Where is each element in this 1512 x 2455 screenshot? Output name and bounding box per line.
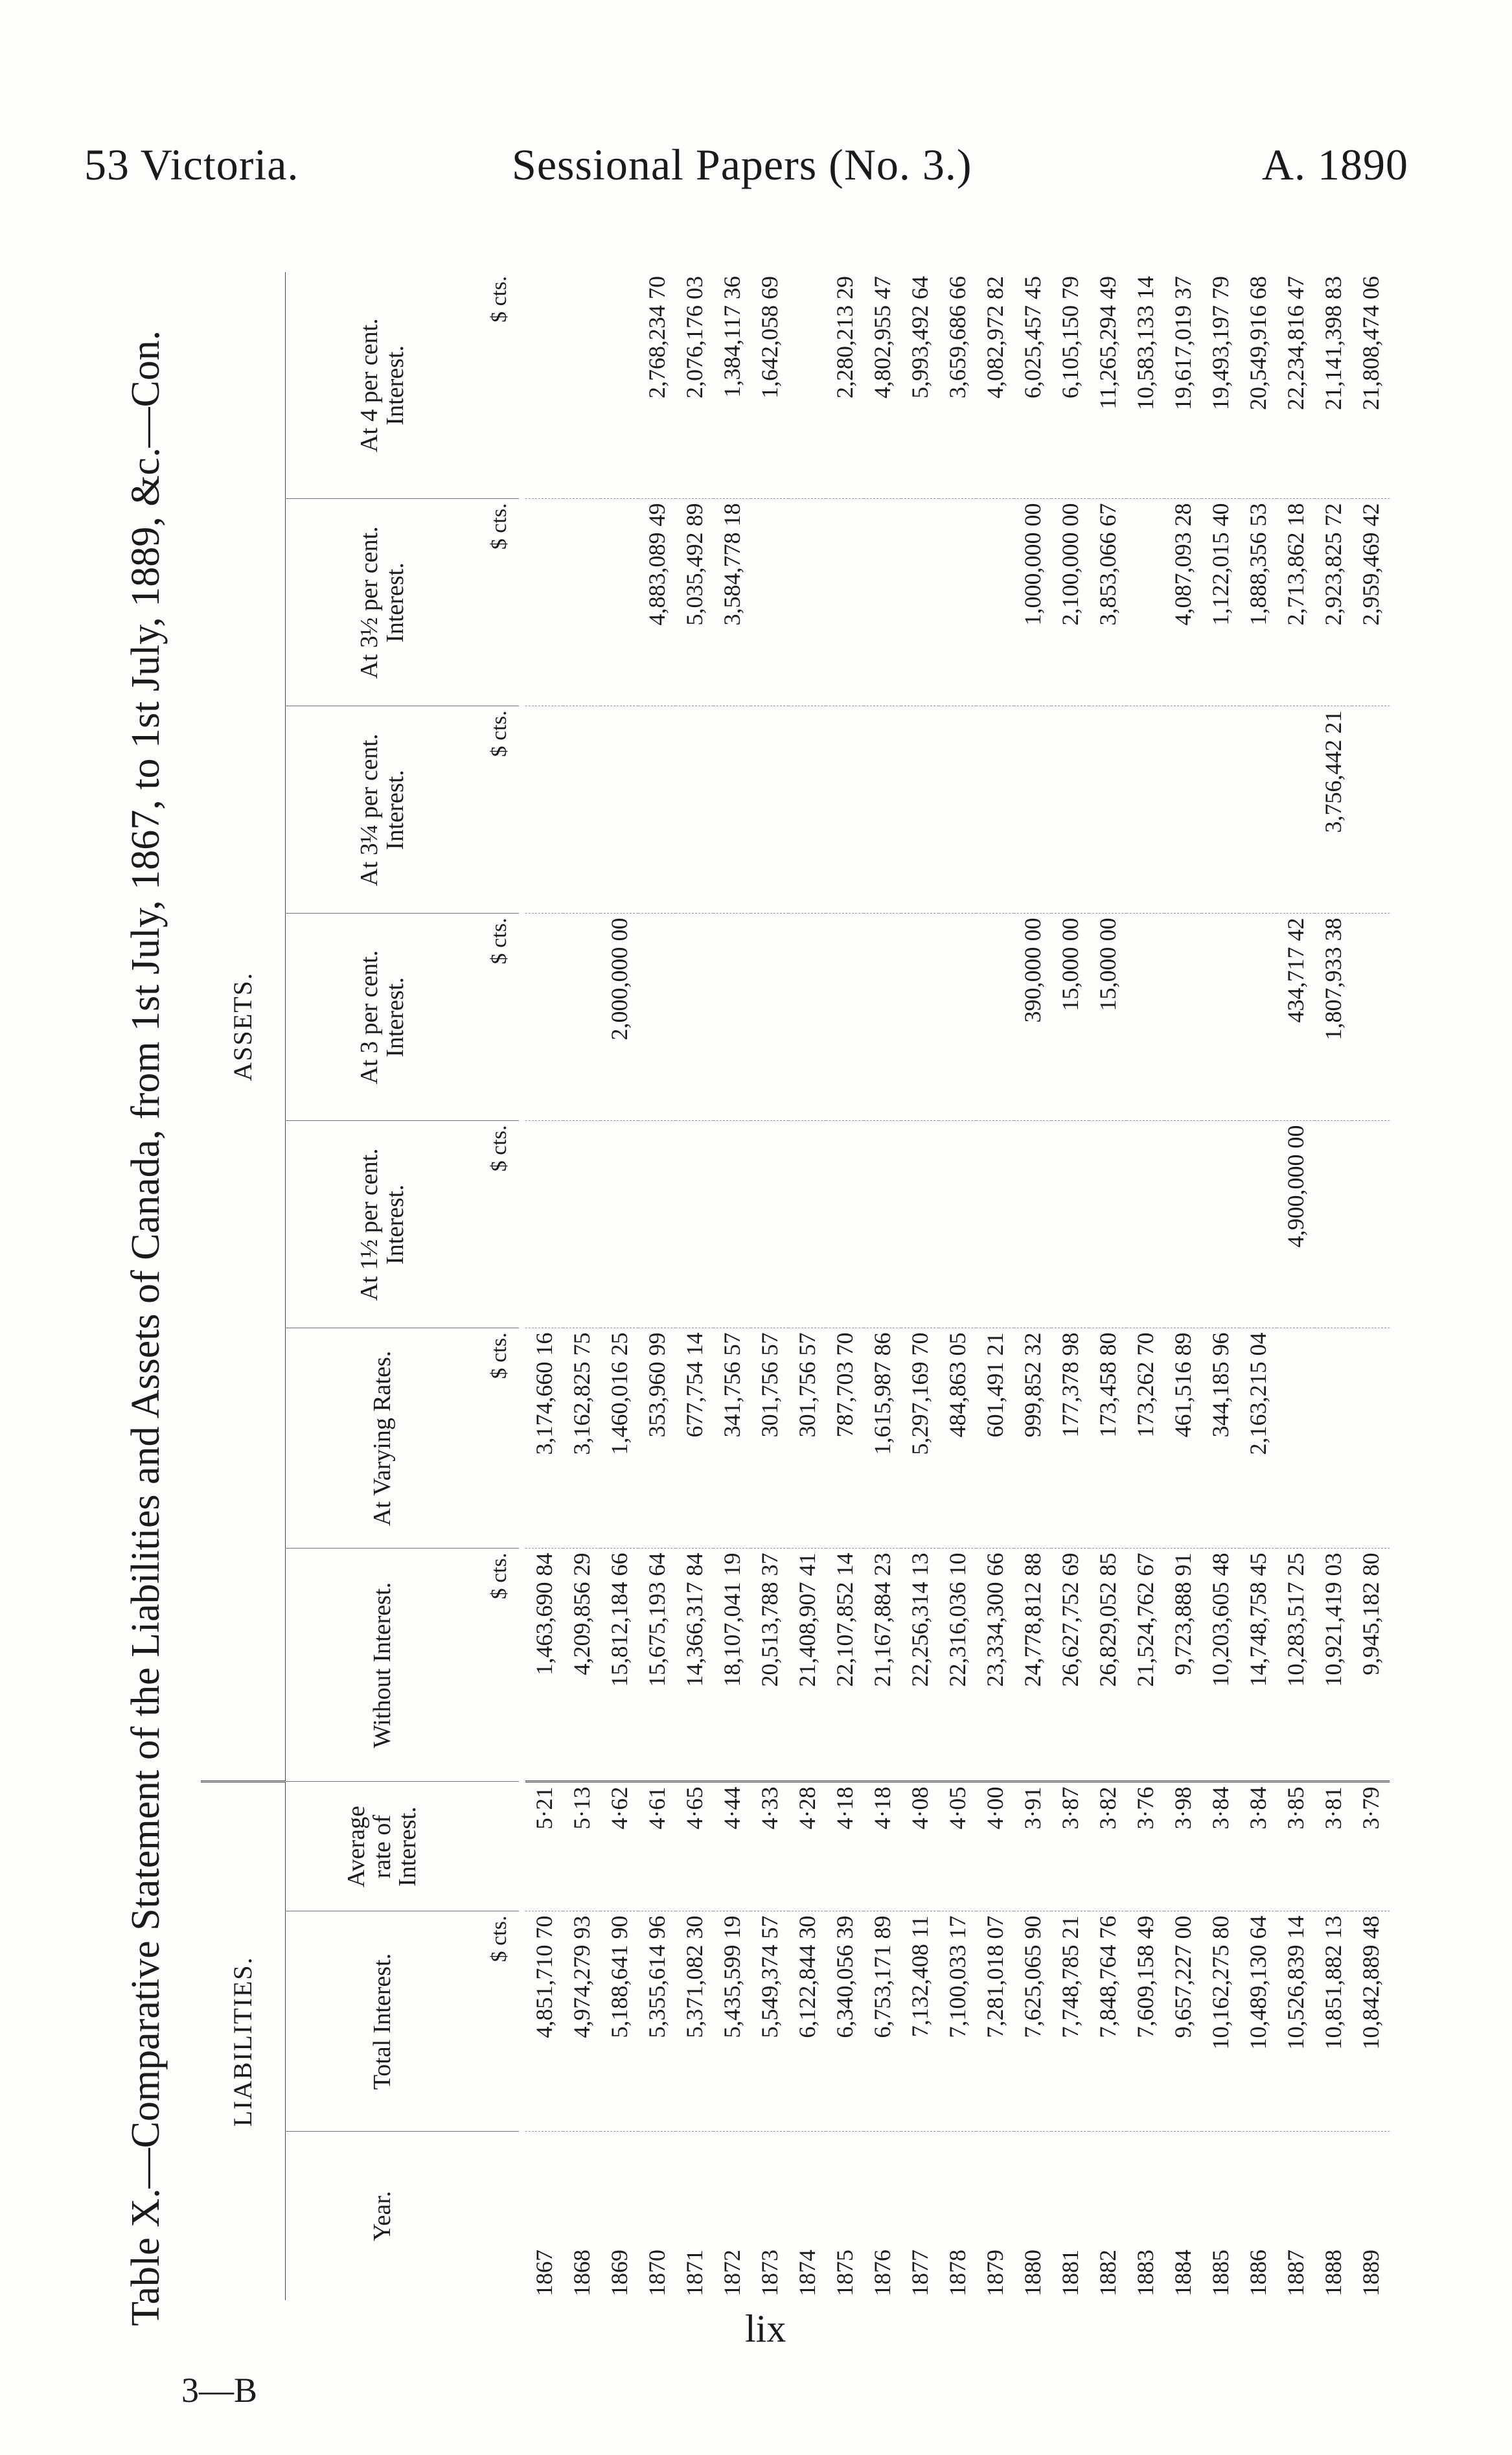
cell-total-interest: 4,851,710 70 [525,1911,563,2132]
cell-varying-rates: 999,852 32 [1014,1328,1051,1549]
table-row [1202,272,1239,2300]
cell-average-rate: 3·81 [1314,1782,1352,1911]
table-body [525,272,1390,2300]
cell-year: 1870 [638,2132,676,2300]
cell-at-4-percent: 1,384,117 36 [718,276,745,398]
cell-at-3-25-percent [1164,706,1202,914]
cell-without-interest: 24,778,812 88 [1014,1549,1051,1782]
table-row [826,272,864,2300]
cell-without-interest: 22,256,314 13 [901,1549,939,1782]
cell-at-3-25-percent [1239,706,1277,914]
cell-at-3-5-percent: 4,883,089 49 [638,499,676,706]
cell-at-3-5-percent [939,499,976,706]
cell-at-3-25-percent [1051,706,1089,914]
cell-without-interest: 26,829,052 85 [1089,1549,1127,1782]
cell-at-1-5-percent [638,1121,676,1328]
cell-year: 1868 [563,2132,601,2300]
cell-without-interest: 21,524,762 67 [1127,1549,1164,1782]
cell-year: 1889 [1352,2132,1390,2300]
cell-average-rate: 3·76 [1127,1782,1164,1911]
cell-at-4-percent: 4,082,972 82 [981,276,1008,398]
cell-average-rate: 3·84 [1202,1782,1239,1911]
cell-total-interest: 7,848,764 76 [1089,1911,1127,2132]
unit-avg [480,1782,519,1911]
cell-at-3-5-percent: 2,923,825 72 [1314,499,1352,706]
cell-at-4-percent: 1,642,058 69 [756,276,783,398]
cell-without-interest: 9,723,888 91 [1164,1549,1202,1782]
cell-year: 1879 [976,2132,1014,2300]
unit-4: $ cts. [487,276,511,323]
cell-at-4-percent: 21,808,474 06 [1357,276,1384,410]
col-4-percent: At 4 per cent. Interest. [355,318,409,453]
cell-varying-rates: 353,960 99 [638,1328,676,1549]
cell-without-interest: 14,748,758 45 [1239,1549,1277,1782]
cell-at-1-5-percent [788,1121,826,1328]
cell-varying-rates: 1,615,987 86 [864,1328,901,1549]
cell-total-interest: 4,974,279 93 [563,1911,601,2132]
cell-at-3-percent [826,914,864,1121]
cell-without-interest: 15,812,184 66 [601,1549,638,1782]
cell-at-3-percent: 434,717 42 [1277,914,1314,1121]
cell-year: 1881 [1051,2132,1089,2300]
cell-varying-rates: 787,703 70 [826,1328,864,1549]
unit-total: $ cts. [480,1911,519,2132]
cell-at-3-percent [751,914,788,1121]
cell-at-3-percent [713,914,751,1121]
cell-at-3-25-percent [1277,706,1314,914]
col-without-interest: Without Interest. [285,1549,480,1782]
cell-at-1-5-percent [1014,1121,1051,1328]
cell-total-interest: 5,371,082 30 [676,1911,713,2132]
unit-varying: $ cts. [480,1328,519,1549]
cell-without-interest: 22,316,036 10 [939,1549,976,1782]
cell-at-4-percent: 19,617,019 37 [1169,276,1196,410]
cell-total-interest: 5,549,374 57 [751,1911,788,2132]
col-year: Year. [285,2132,480,2300]
cell-at-3-percent [525,914,563,1121]
cell-average-rate: 3·98 [1164,1782,1202,1911]
cell-varying-rates: 173,262 70 [1127,1328,1164,1549]
group-liabilities: LIABILITIES. [201,1782,285,2300]
cell-year: 1876 [864,2132,901,2300]
cell-total-interest: 6,122,844 30 [788,1911,826,2132]
cell-at-4-percent: 10,583,133 14 [1132,276,1158,410]
col-varying-rates: At Varying Rates. [285,1328,480,1549]
cell-at-3-percent [939,914,976,1121]
cell-at-4-percent: 6,025,457 45 [1019,276,1046,398]
cell-year: 1878 [939,2132,976,2300]
cell-at-1-5-percent [939,1121,976,1328]
cell-at-3-percent: 2,000,000 00 [601,914,638,1121]
cell-at-3-percent [788,914,826,1121]
cell-year: 1869 [601,2132,638,2300]
cell-at-4-percent: 5,993,492 64 [906,276,933,398]
cell-at-1-5-percent [601,1121,638,1328]
cell-at-3-25-percent: 3,756,442 21 [1314,706,1352,914]
cell-at-4-percent [525,272,563,499]
cell-without-interest: 26,627,752 69 [1051,1549,1089,1782]
cell-average-rate: 5·21 [525,1782,563,1911]
cell-at-1-5-percent [751,1121,788,1328]
cell-at-3-percent [1239,914,1277,1121]
cell-average-rate: 3·87 [1051,1782,1089,1911]
cell-at-1-5-percent: 4,900,000 00 [1277,1121,1314,1328]
unit-year [480,2132,519,2300]
cell-year: 1877 [901,2132,939,2300]
cell-at-3-5-percent [563,499,601,706]
cell-year: 1885 [1202,2132,1239,2300]
cell-at-1-5-percent [901,1121,939,1328]
cell-total-interest: 7,609,158 49 [1127,1911,1164,2132]
cell-at-4-percent: 21,141,398 83 [1320,276,1346,410]
cell-without-interest: 10,921,419 03 [1314,1549,1352,1782]
cell-total-interest: 9,657,227 00 [1164,1911,1202,2132]
cell-at-1-5-percent [676,1121,713,1328]
unit-1-5: $ cts. [480,1121,519,1328]
cell-at-3-percent [638,914,676,1121]
cell-average-rate: 3·85 [1277,1782,1314,1911]
cell-at-3-5-percent [601,499,638,706]
cell-varying-rates: 1,460,016 25 [601,1328,638,1549]
header-papers: Sessional Papers (No. 3.) [512,140,972,189]
cell-at-4-percent: 19,493,197 79 [1207,276,1233,410]
table-row [1314,272,1352,2300]
cell-total-interest: 10,162,275 80 [1202,1911,1239,2132]
cell-average-rate: 3·79 [1352,1782,1390,1911]
cell-average-rate: 4·44 [713,1782,751,1911]
col-3-25-percent: At 3¼ per cent. Interest. [285,706,480,914]
col-average-rate: Average rate of Interest. [285,1782,480,1911]
cell-varying-rates [1352,1328,1390,1549]
cell-at-3-percent [1127,914,1164,1121]
cell-at-4-percent: 3,659,686 66 [944,276,970,398]
table-row [864,272,901,2300]
cell-total-interest: 5,355,614 96 [638,1911,676,2132]
cell-total-interest: 10,526,839 14 [1277,1911,1314,2132]
cell-total-interest: 7,132,408 11 [901,1911,939,2132]
header-session: 53 Victoria. [84,140,299,189]
cell-at-3-5-percent: 3,853,066 67 [1089,499,1127,706]
cell-year: 1872 [713,2132,751,2300]
cell-at-4-percent: 2,768,234 70 [643,276,670,398]
cell-at-3-percent: 15,000 00 [1089,914,1127,1121]
table-row [676,272,713,2300]
cell-at-1-5-percent [976,1121,1014,1328]
col-3-5-percent: At 3½ per cent. Interest. [285,499,480,706]
cell-at-1-5-percent [1239,1121,1277,1328]
unit-3-25: $ cts. [480,706,519,914]
cell-varying-rates [1314,1328,1352,1549]
cell-average-rate: 5·13 [563,1782,601,1911]
cell-at-3-percent: 15,000 00 [1051,914,1089,1121]
cell-without-interest: 1,463,690 84 [525,1549,563,1782]
cell-at-1-5-percent [1164,1121,1202,1328]
cell-at-3-5-percent [1127,499,1164,706]
cell-average-rate: 4·05 [939,1782,976,1911]
cell-at-3-25-percent [939,706,976,914]
cell-at-3-5-percent: 2,713,862 18 [1277,499,1314,706]
cell-at-3-5-percent [525,499,563,706]
cell-at-4-percent: 20,549,916 68 [1244,276,1271,410]
cell-varying-rates: 301,756 57 [788,1328,826,1549]
cell-at-3-percent [676,914,713,1121]
cell-total-interest: 7,281,018 07 [976,1911,1014,2132]
cell-at-3-5-percent: 2,959,469 42 [1352,499,1390,706]
table-row [1239,272,1277,2300]
cell-at-1-5-percent [1051,1121,1089,1328]
unit-3-5: $ cts. [480,499,519,706]
cell-without-interest: 21,408,907 41 [788,1549,826,1782]
cell-at-4-percent: 2,076,176 03 [681,276,707,398]
cell-at-3-5-percent [976,499,1014,706]
header-year: A. 1890 [1261,140,1408,189]
table-row [1089,272,1127,2300]
table-row [939,272,976,2300]
cell-year: 1867 [525,2132,563,2300]
cell-at-4-percent: 6,105,150 79 [1057,276,1083,398]
cell-at-3-5-percent: 1,122,015 40 [1202,499,1239,706]
cell-varying-rates: 601,491 21 [976,1328,1014,1549]
cell-at-3-5-percent: 1,000,000 00 [1014,499,1051,706]
cell-varying-rates: 177,378 98 [1051,1328,1089,1549]
cell-average-rate: 4·18 [826,1782,864,1911]
cell-at-3-5-percent [751,499,788,706]
cell-at-4-percent [601,272,638,499]
unit-without: $ cts. [480,1549,519,1782]
table-row [1352,272,1390,2300]
cell-at-1-5-percent [563,1121,601,1328]
cell-at-1-5-percent [1352,1121,1390,1328]
cell-varying-rates: 3,174,660 16 [525,1328,563,1549]
cell-average-rate: 4·33 [751,1782,788,1911]
cell-at-3-percent [901,914,939,1121]
cell-average-rate: 4·62 [601,1782,638,1911]
cell-year: 1875 [826,2132,864,2300]
cell-at-3-25-percent [713,706,751,914]
cell-total-interest: 10,489,130 64 [1239,1911,1277,2132]
cell-average-rate: 4·00 [976,1782,1014,1911]
cell-at-1-5-percent [1202,1121,1239,1328]
cell-total-interest: 7,748,785 21 [1051,1911,1089,2132]
cell-without-interest: 4,209,856 29 [563,1549,601,1782]
col-1-5-percent: At 1½ per cent. Interest. [285,1121,480,1328]
cell-varying-rates: 461,516 89 [1164,1328,1202,1549]
cell-at-3-25-percent [601,706,638,914]
cell-at-1-5-percent [864,1121,901,1328]
cell-total-interest: 6,340,056 39 [826,1911,864,2132]
cell-at-3-percent [1352,914,1390,1121]
cell-year: 1883 [1127,2132,1164,2300]
cell-at-3-25-percent [638,706,676,914]
cell-average-rate: 4·65 [676,1782,713,1911]
table-row [1051,272,1089,2300]
cell-varying-rates: 173,458 80 [1089,1328,1127,1549]
table-row [1164,272,1202,2300]
cell-without-interest: 15,675,193 64 [638,1549,676,1782]
cell-average-rate: 4·08 [901,1782,939,1911]
cell-at-3-25-percent [1352,706,1390,914]
cell-without-interest: 14,366,317 84 [676,1549,713,1782]
table-row [976,272,1014,2300]
table-row [1014,272,1051,2300]
cell-total-interest: 5,435,599 19 [713,1911,751,2132]
cell-year: 1887 [1277,2132,1314,2300]
cell-year: 1871 [676,2132,713,2300]
cell-at-3-percent: 1,807,933 38 [1314,914,1352,1121]
cell-total-interest: 10,842,889 48 [1352,1911,1390,2132]
cell-at-3-percent [1164,914,1202,1121]
cell-average-rate: 3·84 [1239,1782,1277,1911]
cell-at-4-percent: 4,802,955 47 [869,276,895,398]
cell-at-3-percent [1202,914,1239,1121]
cell-at-3-5-percent [901,499,939,706]
table-row [751,272,788,2300]
table-row [1277,272,1314,2300]
cell-varying-rates: 677,754 14 [676,1328,713,1549]
liabilities-assets-table [201,272,1390,2300]
cell-at-3-25-percent [864,706,901,914]
cell-without-interest: 10,283,517 25 [1277,1549,1314,1782]
cell-at-1-5-percent [713,1121,751,1328]
cell-at-3-5-percent: 3,584,778 18 [713,499,751,706]
cell-year: 1886 [1239,2132,1277,2300]
page-number: lix [745,2307,786,2350]
cell-varying-rates: 301,756 57 [751,1328,788,1549]
cell-at-3-5-percent [826,499,864,706]
cell-average-rate: 3·91 [1014,1782,1051,1911]
cell-at-4-percent: 2,280,213 29 [831,276,858,398]
cell-at-4-percent [788,272,826,499]
cell-total-interest: 10,851,882 13 [1314,1911,1352,2132]
cell-total-interest: 6,753,171 89 [864,1911,901,2132]
cell-at-3-25-percent [1202,706,1239,914]
cell-at-3-25-percent [751,706,788,914]
cell-at-3-percent [563,914,601,1121]
cell-at-1-5-percent [1089,1121,1127,1328]
group-assets: ASSETS. [227,972,257,1081]
cell-at-3-percent [864,914,901,1121]
cell-at-3-5-percent [864,499,901,706]
cell-at-3-25-percent [676,706,713,914]
cell-average-rate: 3·82 [1089,1782,1127,1911]
col-3-percent: At 3 per cent. Interest. [285,914,480,1121]
cell-without-interest: 21,167,884 23 [864,1549,901,1782]
cell-average-rate: 4·28 [788,1782,826,1911]
table-title: Table X.—Comparative Statement of the Liabilities and Assets of Canada, from 1st July, 1867, to 1st July, 1889, &c.—Con. [124,330,168,2326]
unit-3: $ cts. [480,914,519,1121]
table-row [901,272,939,2300]
cell-at-3-percent: 390,000 00 [1014,914,1051,1121]
cell-at-3-5-percent [788,499,826,706]
cell-at-1-5-percent [525,1121,563,1328]
cell-at-3-5-percent: 5,035,492 89 [676,499,713,706]
cell-total-interest: 5,188,641 90 [601,1911,638,2132]
cell-varying-rates: 344,185 96 [1202,1328,1239,1549]
cell-varying-rates: 3,162,825 75 [563,1328,601,1549]
cell-varying-rates [1277,1328,1314,1549]
cell-year: 1873 [751,2132,788,2300]
cell-at-4-percent: 22,234,816 47 [1282,276,1309,410]
cell-year: 1888 [1314,2132,1352,2300]
cell-year: 1884 [1164,2132,1202,2300]
cell-varying-rates: 2,163,215 04 [1239,1328,1277,1549]
cell-without-interest: 10,203,605 48 [1202,1549,1239,1782]
col-total-interest: Total Interest. [285,1911,480,2132]
cell-without-interest: 18,107,041 19 [713,1549,751,1782]
cell-at-3-25-percent [788,706,826,914]
cell-at-3-5-percent: 2,100,000 00 [1051,499,1089,706]
cell-at-3-25-percent [826,706,864,914]
cell-at-3-5-percent: 1,888,356 53 [1239,499,1277,706]
cell-without-interest: 9,945,182 80 [1352,1549,1390,1782]
cell-at-3-percent [976,914,1014,1121]
cell-year: 1880 [1014,2132,1051,2300]
table-row [563,272,601,2300]
cell-at-3-25-percent [1127,706,1164,914]
cell-at-1-5-percent [1127,1121,1164,1328]
footer-signature: 3—B [181,2371,258,2410]
cell-without-interest: 20,513,788 37 [751,1549,788,1782]
cell-at-3-25-percent [1014,706,1051,914]
table-row [601,272,638,2300]
cell-at-3-25-percent [901,706,939,914]
cell-varying-rates: 341,756 57 [713,1328,751,1549]
cell-year: 1882 [1089,2132,1127,2300]
cell-total-interest: 7,100,033 17 [939,1911,976,2132]
table-row [1127,272,1164,2300]
cell-at-3-25-percent [563,706,601,914]
table-row [713,272,751,2300]
cell-at-3-5-percent: 4,087,093 28 [1164,499,1202,706]
cell-varying-rates: 484,863 05 [939,1328,976,1549]
cell-at-3-25-percent [525,706,563,914]
cell-average-rate: 4·18 [864,1782,901,1911]
cell-at-3-25-percent [1089,706,1127,914]
cell-at-1-5-percent [1314,1121,1352,1328]
cell-at-4-percent [563,272,601,499]
rotated-table-region [123,253,1384,2326]
table-row [638,272,676,2300]
cell-average-rate: 4·61 [638,1782,676,1911]
cell-total-interest: 7,625,065 90 [1014,1911,1051,2132]
cell-year: 1874 [788,2132,826,2300]
table-row [525,272,563,2300]
cell-at-4-percent: 11,265,294 49 [1094,276,1121,409]
cell-without-interest: 23,334,300 66 [976,1549,1014,1782]
cell-at-1-5-percent [826,1121,864,1328]
cell-varying-rates: 5,297,169 70 [901,1328,939,1549]
cell-without-interest: 22,107,852 14 [826,1549,864,1782]
cell-at-3-25-percent [976,706,1014,914]
table-row [788,272,826,2300]
